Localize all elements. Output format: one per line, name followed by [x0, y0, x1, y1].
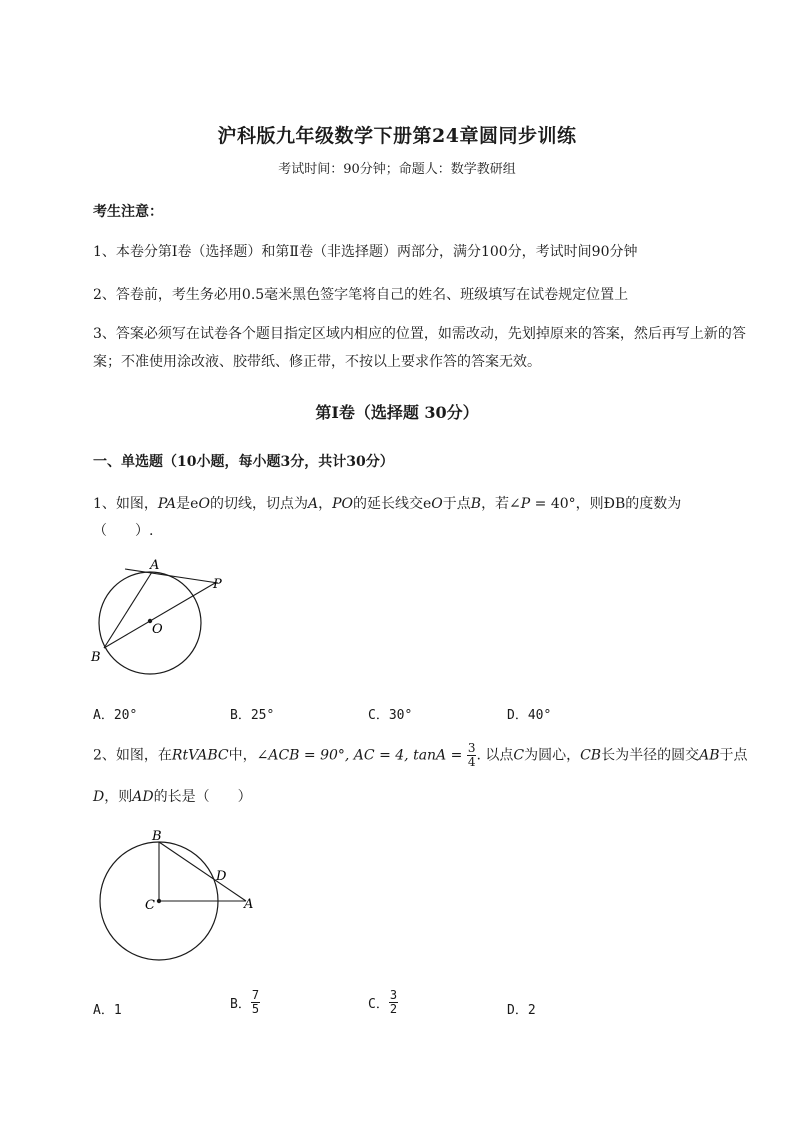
q2-option-b[interactable]: B． $\frac{7}{5}$ [230, 988, 260, 1016]
q2-option-a[interactable]: A．1 [93, 1003, 122, 1018]
question-1-blank: （ ）. [93, 523, 154, 539]
q1-option-c[interactable]: C．30° [368, 708, 413, 723]
question-1-stem: 1、如图，PA是eO的切线，切点为A，PO的延长线交eO于点B，若∠P = 40°，则ÐB的度数为 [93, 496, 682, 512]
q1-option-b[interactable]: B．25° [230, 708, 275, 723]
tangent-line-pa [125, 569, 218, 583]
notice-heading: 考生注意： [93, 204, 163, 220]
label-c: C [145, 898, 155, 913]
page-title: 沪科版九年级数学下册第24章圆同步训练 [217, 125, 577, 147]
question-1-figure [80, 555, 240, 675]
question-2-stem-line2: D，则AD的长是（ ） [93, 789, 252, 805]
exam-info: 考试时间：90分钟；命题人：数学教研组 [278, 162, 516, 177]
segment-ba [159, 842, 246, 901]
label-d: D [216, 869, 227, 884]
question-2-figure [90, 825, 270, 985]
label-o: O [152, 622, 163, 637]
label-b: B [152, 829, 162, 844]
question-2-stem: 2、如图，在RtVABC中，∠ACB = 90°, AC = 4, tanA = $\frac{3}{4}$ . 以点C为圆心，CB长为半径的圆交AB于点 [93, 741, 748, 769]
q2-option-d[interactable]: D．2 [507, 1003, 536, 1018]
label-p: P [213, 577, 222, 592]
q2-option-c[interactable]: C． $\frac{3}{2}$ [368, 988, 398, 1016]
label-a: A [244, 897, 254, 912]
label-b: B [91, 650, 101, 665]
tan-fraction: $\frac{3}{4}$ [467, 741, 476, 769]
notice-item-3: 3、答案必须写在试卷各个题目指定区域内相应的位置，如需改动，先划掉原来的答案，然后再写上新的答案；不准使用涂改液、胶带纸、修正带，不按以上要求作答的答案无效。 [93, 326, 746, 370]
center-dot [157, 899, 161, 903]
label-a: A [150, 558, 160, 573]
notice-item-2: 2、答卷前，考生务必用0.5毫米黑色签字笔将自己的姓名、班级填写在试卷规定位置上 [93, 287, 629, 303]
part-title: 一、单选题（10小题，每小题3分，共计30分） [93, 454, 394, 470]
q1-option-a[interactable]: A．20° [93, 708, 138, 723]
section-title: 第I卷（选择题 30分） [315, 403, 479, 422]
q1-option-d[interactable]: D．40° [507, 708, 552, 723]
chord-ab [104, 572, 152, 648]
notice-item-1: 1、本卷分第I卷（选择题）和第Ⅱ卷（非选择题）两部分，满分100分，考试时间90分钟 [93, 244, 638, 260]
